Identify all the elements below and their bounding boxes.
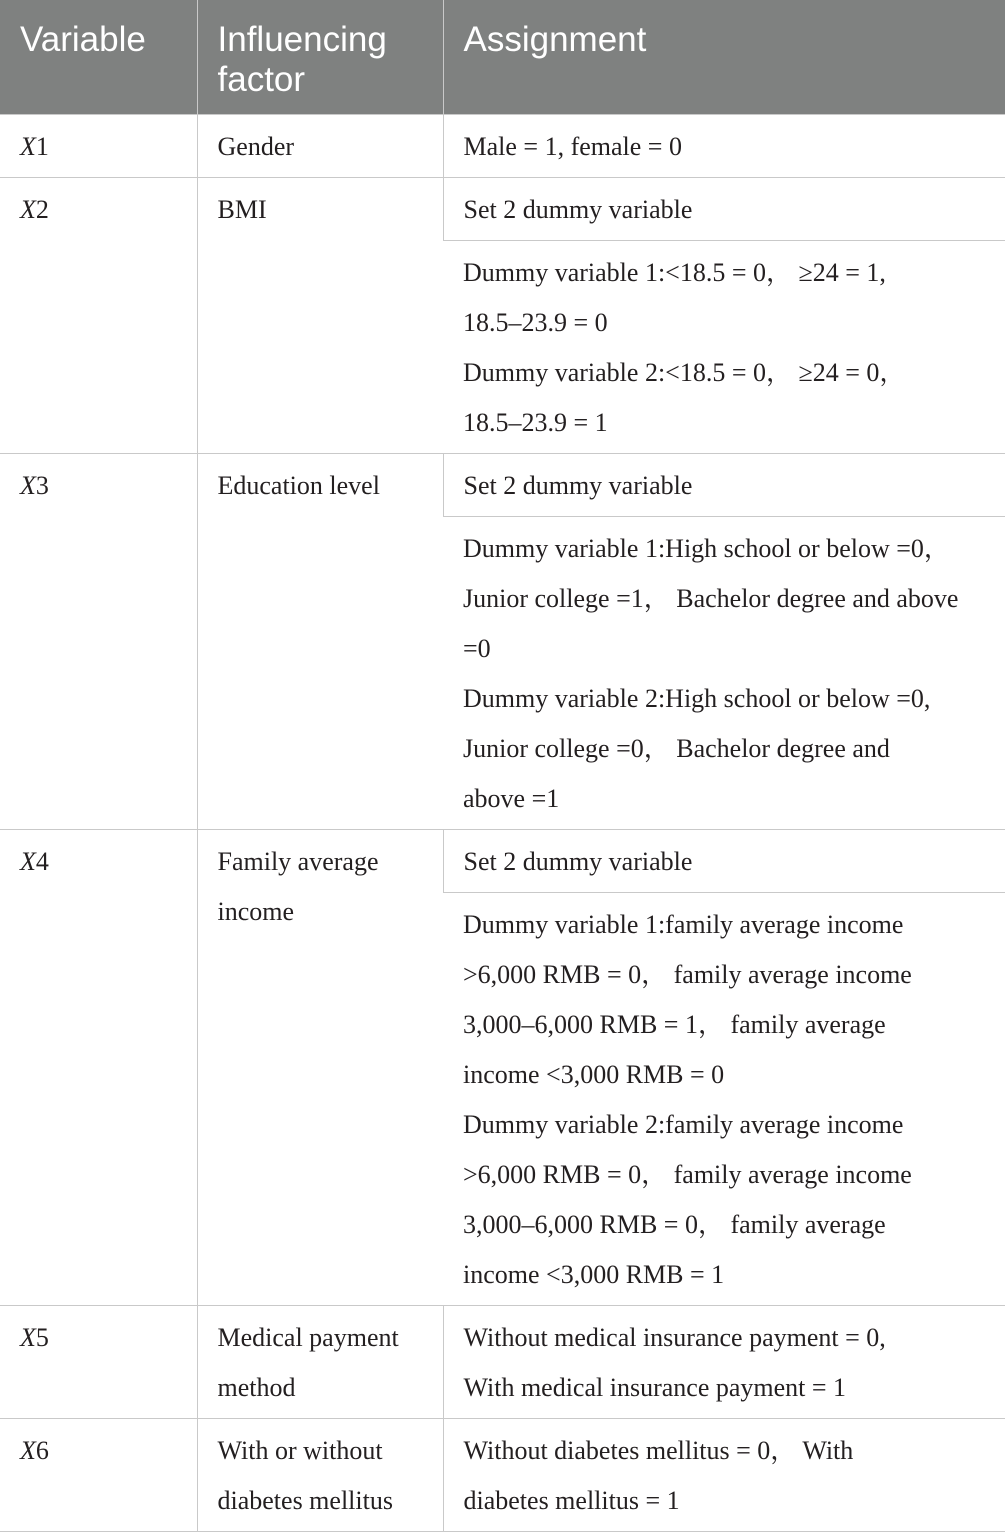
table-row: [0, 1306, 1005, 1419]
assignment-line: 18.5–23.9 = 0: [463, 308, 608, 337]
variable-letter: X: [20, 471, 36, 500]
variable-cell: [0, 1306, 197, 1419]
variable-number: 2: [35, 195, 49, 224]
factor-line: diabetes mellitus: [217, 1486, 393, 1515]
assignment-cell: [443, 1306, 1005, 1419]
assignment-line: income <3,000 RMB = 0: [463, 1060, 725, 1089]
assignment-line: diabetes mellitus = 1: [463, 1486, 680, 1515]
assignment-line: Without diabetes mellitus = 0， With: [463, 1436, 854, 1465]
variable-number: 4: [35, 847, 49, 876]
factor-line: Education level: [217, 471, 380, 500]
assignment-line: Without medical insurance payment = 0,: [463, 1323, 886, 1352]
variable-cell: [0, 178, 197, 454]
table-row: [0, 1419, 1005, 1532]
assignment-line: With medical insurance payment = 1: [463, 1373, 847, 1402]
factor-cell: [197, 830, 443, 1306]
assignment-line: 3,000–6,000 RMB = 0， family average: [463, 1210, 886, 1239]
assignment-line: Dummy variable 2:<18.5 = 0， ≥24 = 0，: [463, 358, 906, 387]
factor-line: method: [217, 1373, 296, 1402]
assignment-header-cell: [443, 830, 1005, 893]
factor-line: BMI: [217, 195, 267, 224]
variable-cell: [0, 1419, 197, 1532]
assignment-line: Dummy variable 1:<18.5 = 0， ≥24 = 1,: [463, 258, 886, 287]
table-row: [0, 178, 1005, 241]
variable-number: 6: [35, 1436, 49, 1465]
assignment-cell: [443, 115, 1005, 178]
factor-line: Family average: [217, 847, 379, 876]
header-influencing-factor: [197, 0, 443, 115]
variable-letter: X: [20, 195, 36, 224]
factor-line: Gender: [217, 132, 295, 161]
factor-cell: [197, 454, 443, 830]
assignment-cell: [443, 893, 1005, 1306]
assignment-line: Dummy variable 1:High school or below =0，: [463, 534, 950, 563]
factor-line: With or without: [217, 1436, 383, 1465]
factor-line: Medical payment: [217, 1323, 399, 1352]
assignment-header-cell: [443, 178, 1005, 241]
assignment-line: Junior college =0， Bachelor degree and: [463, 734, 890, 763]
assignment-line: Dummy variable 2:High school or below =0,: [463, 684, 931, 713]
assignment-line: 3,000–6,000 RMB = 1， family average: [463, 1010, 886, 1039]
assignment-cell: [443, 517, 1005, 830]
variable-cell: [0, 454, 197, 830]
variable-number: 3: [35, 471, 49, 500]
assignment-line: income <3,000 RMB = 1: [463, 1260, 725, 1289]
assignment-line: Male = 1, female = 0: [463, 132, 682, 161]
variable-cell: [0, 830, 197, 1306]
variable-letter: X: [20, 847, 36, 876]
assignment-line: >6,000 RMB = 0， family average income: [463, 960, 912, 989]
assignment-line: >6,000 RMB = 0， family average income: [463, 1160, 912, 1189]
assignment-line: Dummy variable 1:family average income: [463, 910, 904, 939]
variable-letter: X: [20, 1436, 36, 1465]
assignment-cell: [443, 1419, 1005, 1532]
variable-cell: [0, 115, 197, 178]
variable-letter: X: [20, 1323, 36, 1352]
factor-cell: [197, 1306, 443, 1419]
factor-cell: [197, 178, 443, 454]
assignment-cell: [443, 241, 1005, 454]
variable-letter: X: [20, 132, 36, 161]
assignment-line: Set 2 dummy variable: [463, 195, 693, 224]
table-row: [0, 830, 1005, 893]
header-assignment: Assignment: [443, 0, 1005, 115]
assignment-header-cell: [443, 454, 1005, 517]
header-factor-line: factor: [217, 60, 306, 99]
assignment-line: 18.5–23.9 = 1: [463, 408, 608, 437]
factor-cell: [197, 1419, 443, 1532]
header-row: [0, 0, 1005, 115]
factor-cell: [197, 115, 443, 178]
variable-number: 5: [35, 1323, 49, 1352]
header-factor-line: Influencing: [217, 20, 387, 59]
table-row: [0, 454, 1005, 517]
assignment-line: Junior college =1， Bachelor degree and above: [463, 584, 959, 613]
header-variable: Variable: [0, 0, 197, 115]
table-row: [0, 115, 1005, 178]
assignment-line: =0: [463, 634, 491, 663]
assignment-line: Set 2 dummy variable: [463, 471, 693, 500]
assignment-line: Set 2 dummy variable: [463, 847, 693, 876]
variable-number: 1: [35, 132, 49, 161]
assignment-line: Dummy variable 2:family average income: [463, 1110, 904, 1139]
assignment-line: above =1: [463, 784, 560, 813]
factor-line: income: [217, 897, 295, 926]
